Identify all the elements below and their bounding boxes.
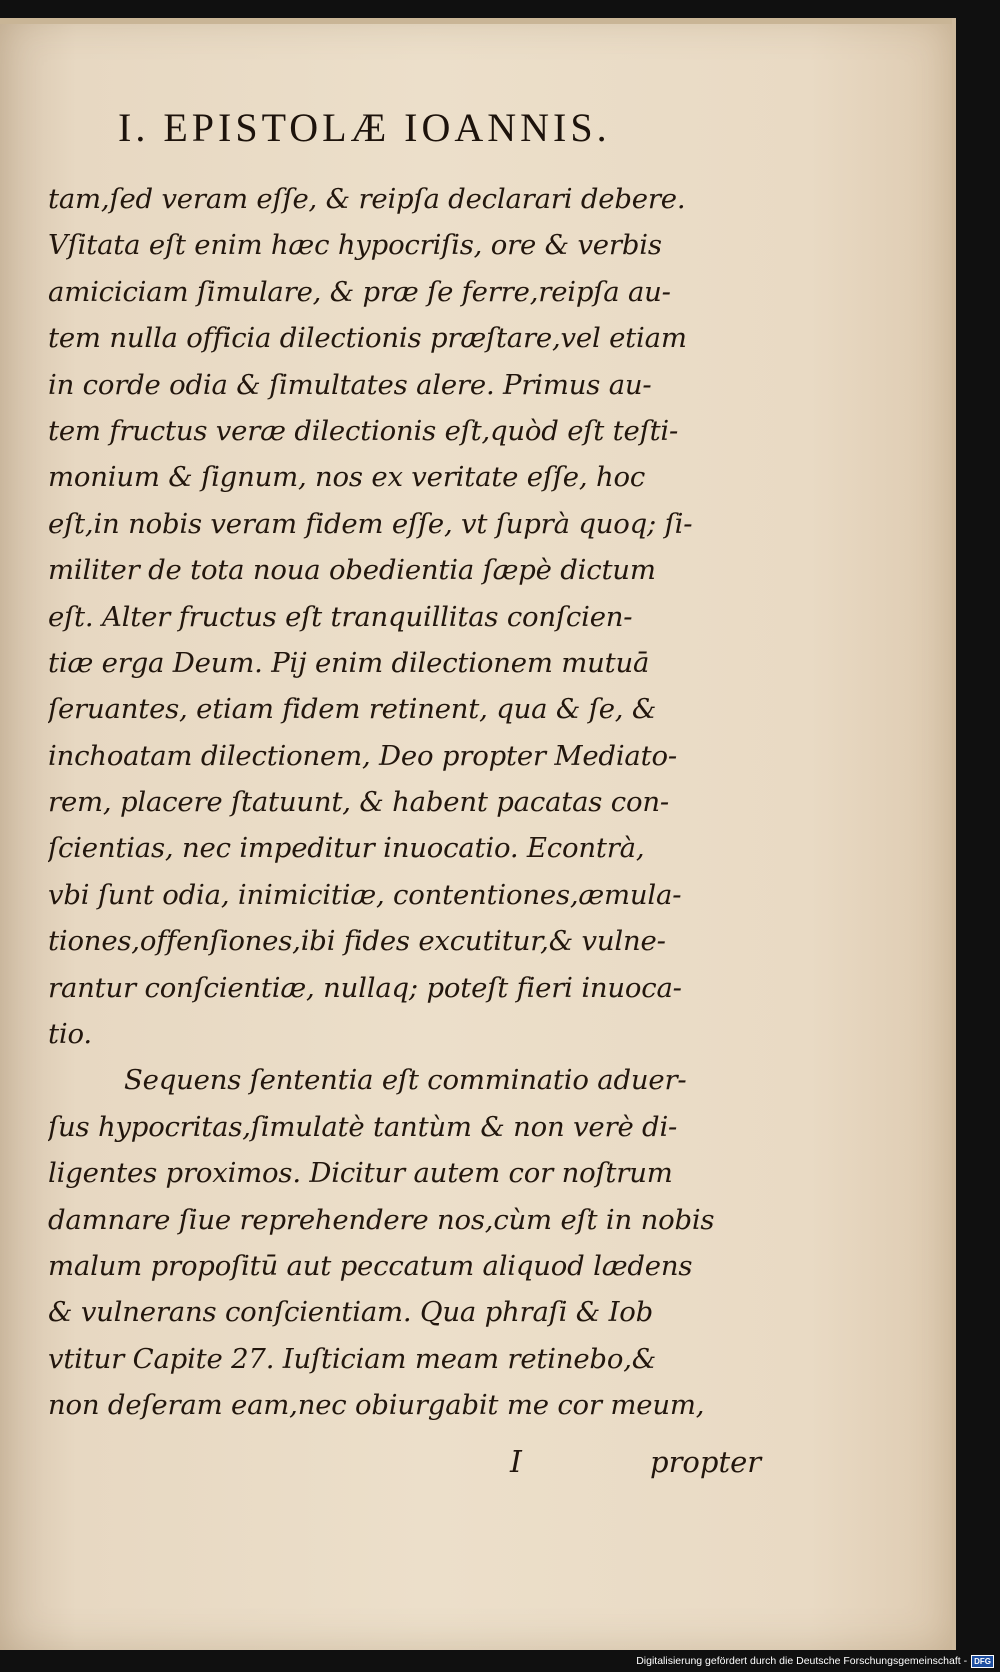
text-line: amiciciam ſimulare, & præ ſe ferre,reipſa au- <box>48 275 671 308</box>
text-line: tem fructus veræ dilectionis eſt,quòd eſt teſti- <box>48 414 679 447</box>
text-line: vbi ſunt odia, inimicitiæ, contentiones,æmula- <box>48 878 682 911</box>
text-line: tam,ſed veram eſſe, & reipſa declarari debere. <box>48 183 686 215</box>
text-line: ſus hypocritas,ſimulatè tantùm & non verè di- <box>48 1110 678 1143</box>
text-line: malum propoſitū aut peccatum aliquod lædens <box>48 1249 693 1282</box>
book-page <box>0 18 956 1650</box>
running-head: I. EPISTOLÆ IOANNIS. <box>118 105 611 150</box>
text-line: eſt,in nobis veram fidem eſſe, vt ſuprà quoq; ſi- <box>48 507 693 540</box>
text-line: Vſitata eſt enim hæc hypocriſis, ore & verbis <box>48 229 662 262</box>
text-line: ligentes proximos. Dicitur autem cor noſtrum <box>48 1157 673 1190</box>
text-line: tem nulla officia dilectionis præſtare,vel etiam <box>48 322 687 355</box>
text-line: inchoatam dilectionem, Deo propter Mediato- <box>48 739 677 772</box>
dfg-logo: DFG <box>971 1655 994 1668</box>
text-line: in corde odia & ſimultates alere. Primus au- <box>48 368 652 401</box>
text-line: & vulnerans conſcientiam. Qua phraſi & Iob <box>48 1296 653 1329</box>
catchword: propter <box>650 1445 762 1479</box>
footer-credit: Digitalisierung gefördert durch die Deutsche Forschungsgemeinschaft - <box>636 1655 968 1667</box>
text-line: damnare ſiue reprehendere nos,cùm eſt in nobis <box>48 1203 715 1236</box>
text-line: monium & ſignum, nos ex veritate eſſe, hoc <box>48 461 646 494</box>
text-line: tiones,offenſiones,ibi fides excutitur,& vulne- <box>48 925 666 958</box>
digitization-footer <box>636 1652 994 1670</box>
text-line: militer de tota noua obedientia ſæpè dictum <box>48 554 656 587</box>
body-text <box>48 176 768 1429</box>
text-line: vtitur Capite 27. Iuſticiam meam retinebo,& <box>48 1342 657 1375</box>
text-line: eſt. Alter fructus eſt tranquillitas conſcien- <box>48 600 633 633</box>
text-line: ſeruantes, etiam fidem retinent, qua & ſe, & <box>48 693 657 726</box>
signature-mark: I <box>510 1445 522 1480</box>
text-line: rem, placere ſtatuunt, & habent pacatas con- <box>48 786 669 819</box>
paragraph-first-line: Sequens ſententia eſt comminatio aduer- <box>124 1064 687 1097</box>
text-line: ſcientias, nec impeditur inuocatio. Econtrà, <box>48 832 645 865</box>
page-top-edge <box>0 18 952 24</box>
text-line: tiæ erga Deum. Pij enim dilectionem mutuā <box>48 646 650 679</box>
text-line: non deſeram eam,nec obiurgabit me cor meum, <box>48 1389 705 1422</box>
text-line: rantur conſcientiæ, nullaq; poteſt fieri inuoca- <box>48 971 682 1004</box>
text-line: tio. <box>48 1018 92 1051</box>
